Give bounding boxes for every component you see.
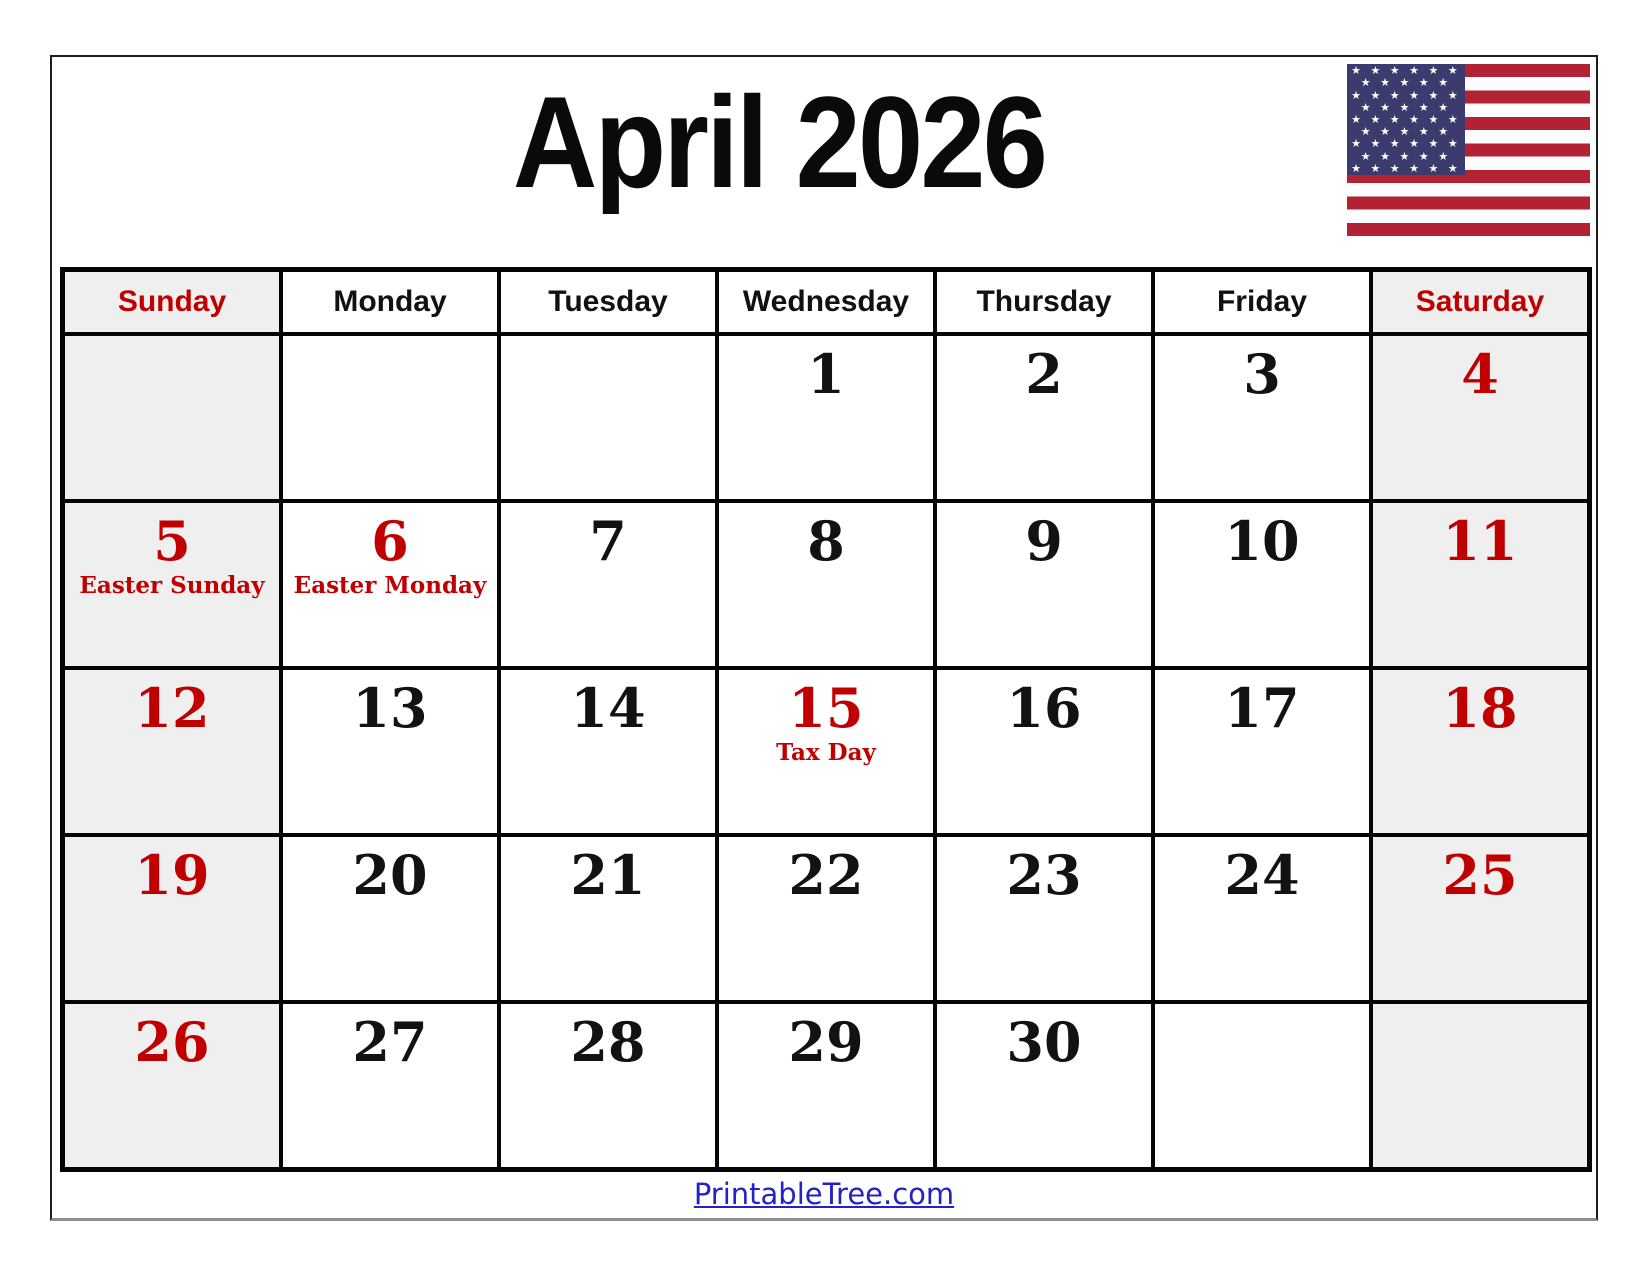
weekday-header-sunday: Sunday <box>63 270 281 334</box>
flag-star-row: ★ ★ ★ ★ ★ ★ <box>1351 137 1461 151</box>
day-cell <box>63 501 281 668</box>
day-number: 1 <box>807 342 845 406</box>
printabletree-link[interactable]: PrintableTree.com <box>693 1177 955 1211</box>
day-cell <box>717 501 935 668</box>
flag-star-row: ★ ★ ★ ★ ★ <box>1360 125 1452 139</box>
flag-star-row: ★ ★ ★ ★ ★ <box>1360 76 1452 90</box>
day-cell <box>935 668 1153 835</box>
day-cell <box>1153 501 1371 668</box>
calendar-page <box>50 55 1598 1221</box>
day-cell <box>499 668 717 835</box>
day-number: 17 <box>1224 676 1300 740</box>
us-flag-canton <box>1347 64 1465 175</box>
day-cell <box>281 835 499 1002</box>
us-flag-icon <box>1347 64 1590 236</box>
day-cell <box>281 334 499 501</box>
day-number: 20 <box>352 843 428 907</box>
calendar-grid <box>60 267 1592 1172</box>
day-number: 27 <box>352 1010 428 1074</box>
day-cell <box>1153 668 1371 835</box>
day-cell <box>1371 835 1589 1002</box>
flag-star-row: ★ ★ ★ ★ ★ <box>1360 100 1452 114</box>
day-cell <box>935 1002 1153 1169</box>
day-cell <box>1153 1002 1371 1169</box>
day-cell <box>717 835 935 1002</box>
day-cell <box>63 668 281 835</box>
day-cell <box>935 334 1153 501</box>
day-cell <box>499 1002 717 1169</box>
weekday-header-monday: Monday <box>281 270 499 334</box>
page-title: April 2026 <box>512 69 1046 215</box>
weekday-header-friday: Friday <box>1153 270 1371 334</box>
day-number: 30 <box>1006 1010 1082 1074</box>
day-number: 8 <box>807 509 845 573</box>
day-number: 14 <box>570 676 646 740</box>
day-number: 12 <box>134 676 210 740</box>
holiday-label: Easter Sunday <box>79 572 265 600</box>
masthead <box>52 57 1596 267</box>
day-cell <box>1371 668 1589 835</box>
day-cell <box>1153 835 1371 1002</box>
day-cell <box>717 1002 935 1169</box>
day-number: 13 <box>352 676 428 740</box>
day-cell <box>63 334 281 501</box>
day-cell <box>281 501 499 668</box>
day-number: 16 <box>1006 676 1082 740</box>
day-number: 18 <box>1442 676 1518 740</box>
day-cell <box>63 835 281 1002</box>
flag-star-row: ★ ★ ★ ★ ★ <box>1360 149 1452 163</box>
day-number: 6 <box>371 509 409 573</box>
day-number: 7 <box>589 509 627 573</box>
day-cell <box>935 835 1153 1002</box>
day-number: 4 <box>1461 342 1499 406</box>
weekday-header-saturday: Saturday <box>1371 270 1589 334</box>
day-number: 5 <box>153 509 191 573</box>
day-number: 28 <box>570 1010 646 1074</box>
day-number: 11 <box>1442 509 1518 573</box>
day-cell <box>1371 501 1589 668</box>
day-cell <box>1371 334 1589 501</box>
day-number: 25 <box>1442 843 1518 907</box>
day-number: 15 <box>788 676 864 740</box>
weekday-header-tuesday: Tuesday <box>499 270 717 334</box>
day-number: 29 <box>788 1010 864 1074</box>
day-cell <box>717 668 935 835</box>
day-cell <box>1371 1002 1589 1169</box>
day-cell <box>499 334 717 501</box>
day-cell <box>717 334 935 501</box>
day-number: 9 <box>1025 509 1063 573</box>
flag-star-row: ★ ★ ★ ★ ★ ★ <box>1351 161 1461 175</box>
day-number: 26 <box>134 1010 210 1074</box>
day-number: 10 <box>1224 509 1300 573</box>
day-number: 19 <box>134 843 210 907</box>
day-cell <box>1153 334 1371 501</box>
day-number: 3 <box>1243 342 1281 406</box>
flag-star-row: ★ ★ ★ ★ ★ ★ <box>1351 64 1461 78</box>
day-number: 23 <box>1006 843 1082 907</box>
day-cell <box>499 835 717 1002</box>
weekday-header-wednesday: Wednesday <box>717 270 935 334</box>
flag-star-row: ★ ★ ★ ★ ★ ★ <box>1351 112 1461 126</box>
day-number: 22 <box>788 843 864 907</box>
day-cell <box>281 668 499 835</box>
day-cell <box>499 501 717 668</box>
flag-star-row: ★ ★ ★ ★ ★ ★ <box>1351 88 1461 102</box>
weekday-header-thursday: Thursday <box>935 270 1153 334</box>
day-number: 24 <box>1224 843 1300 907</box>
day-number: 21 <box>570 843 646 907</box>
holiday-label: Easter Monday <box>293 572 487 600</box>
day-cell <box>935 501 1153 668</box>
page-footer <box>52 1170 1596 1218</box>
day-cell <box>63 1002 281 1169</box>
day-number: 2 <box>1025 342 1063 406</box>
holiday-label: Tax Day <box>776 739 876 767</box>
day-cell <box>281 1002 499 1169</box>
